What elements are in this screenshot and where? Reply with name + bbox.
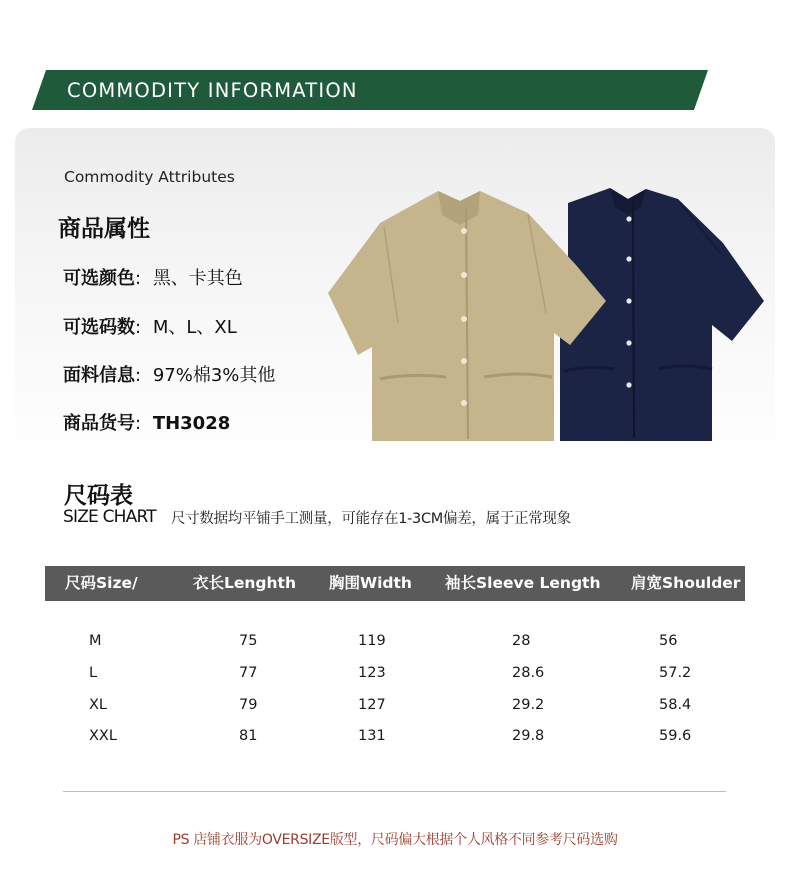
attribute-value: 97%棉3%其他 [152, 365, 276, 386]
table-row [0, 665, 790, 689]
col-sleeve: 袖长Sleeve Length [445, 574, 601, 592]
attribute-label: 可选码数 [63, 317, 135, 338]
attributes-title-en: Commodity Attributes [64, 168, 235, 186]
cell-width: 127 [358, 697, 386, 713]
size-table-header [45, 566, 745, 601]
cell-width: 119 [358, 633, 386, 649]
attribute-sep: : [135, 268, 142, 289]
cell-size: XL [89, 697, 108, 713]
divider [63, 791, 726, 792]
size-chart-title-en: SIZE CHART [63, 507, 156, 527]
cell-shoulder: 57.2 [659, 665, 692, 681]
attribute-value: 黑、卡其色 [152, 268, 243, 289]
cell-sleeve: 29.8 [512, 728, 545, 744]
attribute-row-color [63, 264, 243, 290]
attribute-label: 可选颜色 [63, 268, 135, 289]
cell-size: M [89, 633, 102, 649]
cell-length: 77 [239, 665, 258, 681]
cell-size: L [89, 665, 98, 681]
cell-length: 81 [239, 728, 258, 744]
size-chart-note: 尺寸数据均平铺手工测量，可能存在1-3CM偏差，属于正常现象 [171, 511, 571, 527]
attribute-value: TH3028 [152, 413, 231, 434]
attribute-label: 商品货号 [63, 413, 135, 434]
attribute-row-sku [63, 409, 230, 435]
size-chart-title-cn: 尺码表 [64, 483, 133, 509]
product-image [328, 183, 768, 443]
cell-width: 131 [358, 728, 386, 744]
attribute-row-fabric [63, 361, 275, 387]
attribute-row-size [63, 313, 237, 339]
col-size: 尺码Size/ [65, 574, 138, 592]
col-length: 衣长Lenghth [193, 574, 296, 592]
footer-note: PS 店铺衣服为OVERSIZE版型，尺码偏大根据个人风格不同参考尺码选购 [172, 832, 618, 848]
col-width: 胸围Width [329, 574, 412, 592]
cell-sleeve: 28.6 [512, 665, 545, 681]
cell-width: 123 [358, 665, 386, 681]
cell-length: 75 [239, 633, 258, 649]
attributes-title-cn: 商品属性 [58, 216, 150, 242]
cell-shoulder: 59.6 [659, 728, 692, 744]
attribute-value: M、L、XL [152, 317, 237, 338]
table-row [0, 728, 790, 752]
attribute-sep: : [135, 317, 142, 338]
attribute-sep: : [135, 365, 142, 386]
attribute-sep: : [135, 413, 142, 434]
cell-sleeve: 29.2 [512, 697, 545, 713]
table-row [0, 633, 790, 657]
section-banner [32, 70, 708, 110]
cell-sleeve: 28 [512, 633, 531, 649]
cell-shoulder: 58.4 [659, 697, 692, 713]
attribute-label: 面料信息 [63, 365, 135, 386]
cell-shoulder: 56 [659, 633, 678, 649]
banner-title: COMMODITY INFORMATION [67, 79, 358, 102]
cell-length: 79 [239, 697, 258, 713]
cell-size: XXL [89, 728, 117, 744]
col-shoulder: 肩宽Shoulder [631, 574, 741, 592]
table-row [0, 697, 790, 721]
